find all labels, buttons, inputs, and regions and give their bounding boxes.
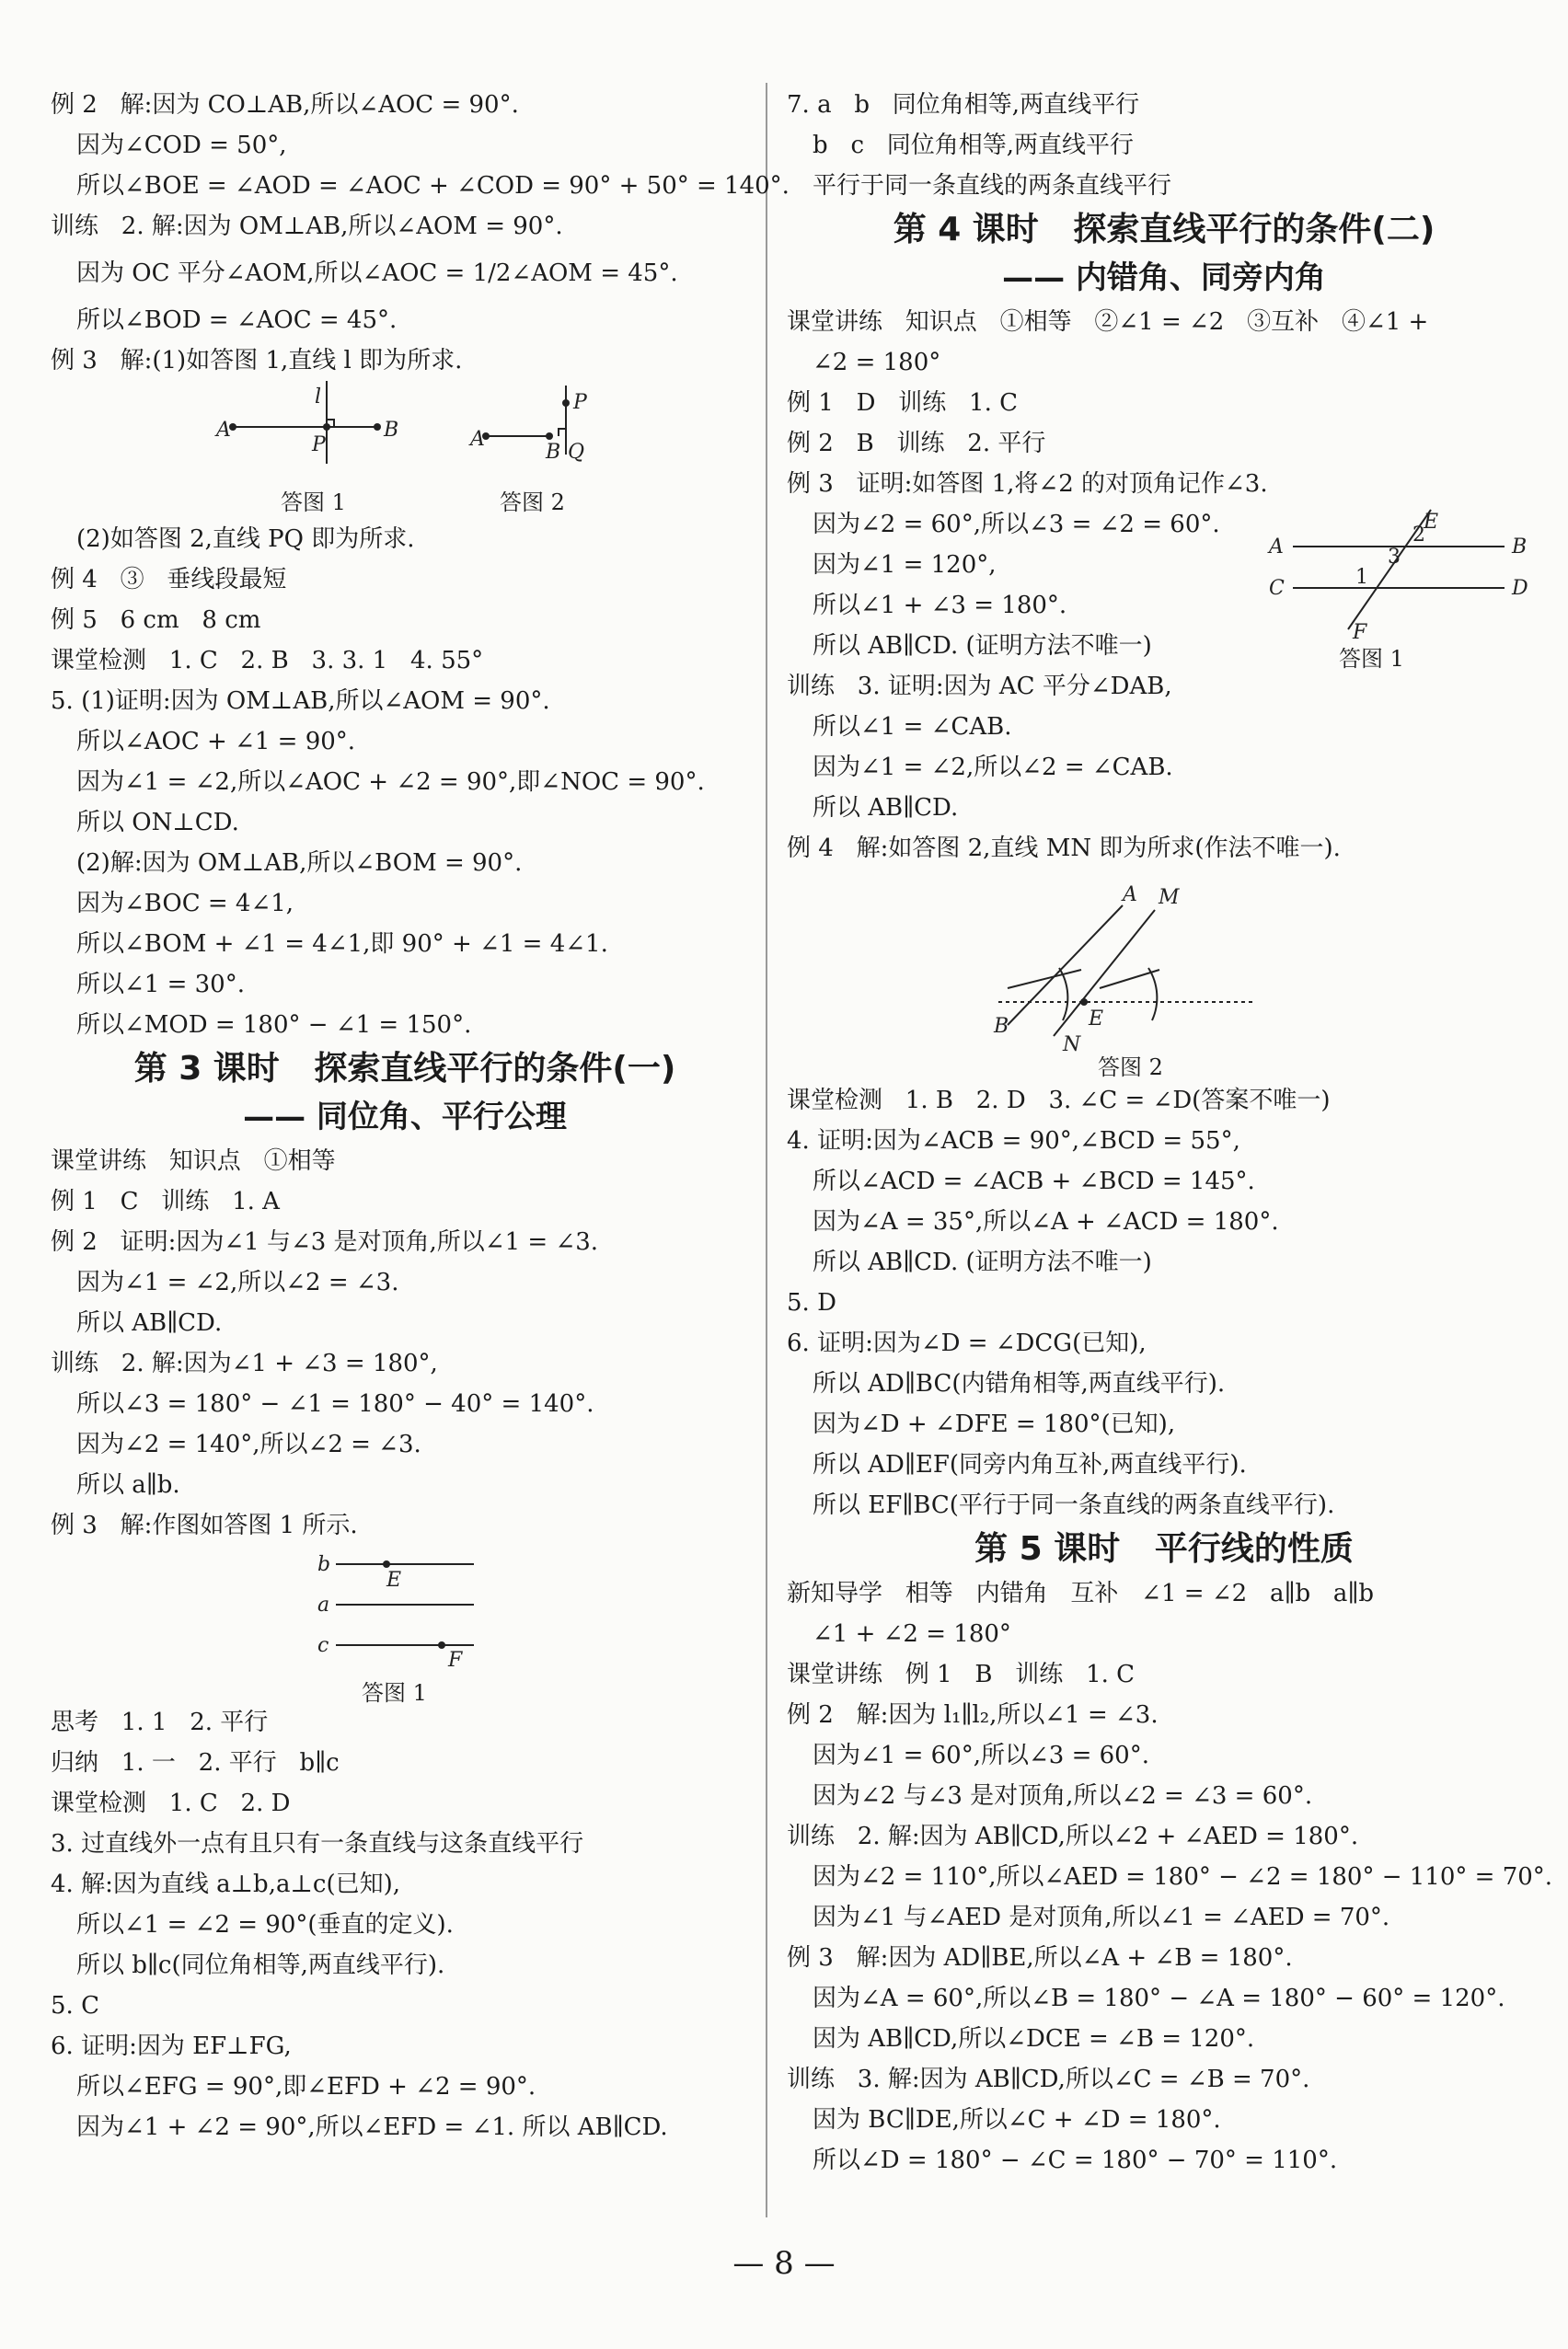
text-line: 归纳 1. 一 2. 平行 b∥c xyxy=(51,1749,340,1777)
text-line: 因为∠2 与∠3 是对顶角,所以∠2 = ∠3 = 60°. xyxy=(813,1782,1313,1810)
text-line: 所以 b∥c(同位角相等,两直线平行). xyxy=(76,1952,445,1979)
text-line: 训练 2. 解:因为∠1 + ∠3 = 180°, xyxy=(51,1350,438,1377)
text-line: 训练 3. 证明:因为 AC 平分∠DAB, xyxy=(787,673,1172,700)
text-line: 3. 过直线外一点有且只有一条直线与这条直线平行 xyxy=(51,1830,584,1858)
label-N: N xyxy=(1063,1033,1081,1056)
text-line: 所以 AB∥CD. xyxy=(813,794,959,822)
text-line: 因为∠1 与∠AED 是对顶角,所以∠1 = ∠AED = 70°. xyxy=(813,1904,1390,1931)
text-line: 所以∠1 = ∠CAB. xyxy=(813,713,1012,741)
text-line: 课堂讲练 例 1 B 训练 1. C xyxy=(787,1661,1136,1688)
text-line: 课堂讲练 知识点 ①相等 xyxy=(51,1147,336,1175)
perpendicular-diagram xyxy=(51,381,759,519)
page-number: — 8 — xyxy=(732,2245,836,2282)
text-line: 因为∠1 + ∠2 = 90°,所以∠EFD = ∠1. 所以 AB∥CD. xyxy=(76,2113,668,2141)
text-line: 所以∠BOM + ∠1 = 4∠1,即 90° + ∠1 = 4∠1. xyxy=(76,930,608,958)
label-B: B xyxy=(994,1015,1009,1038)
text-line: 训练 3. 解:因为 AB∥CD,所以∠C = ∠B = 70°. xyxy=(787,2066,1310,2093)
text-line: 因为∠1 = 120°, xyxy=(813,551,997,579)
figure-transversal xyxy=(1265,501,1541,675)
text-line: 训练 2. 解:因为 OM⊥AB,所以∠AOM = 90°. xyxy=(51,213,563,240)
label-F: F xyxy=(1353,621,1367,644)
text-line: 6. 证明:因为∠D = ∠DCG(已知), xyxy=(787,1330,1147,1357)
text-line: 例 2 证明:因为∠1 与∠3 是对顶角,所以∠1 = ∠3. xyxy=(51,1228,599,1256)
figure-caption: 答图 1 xyxy=(362,1680,427,1706)
text-line: 课堂检测 1. C 2. D xyxy=(51,1790,291,1817)
column-divider xyxy=(766,83,767,2217)
left-column xyxy=(51,85,790,2147)
text-line: 所以 ON⊥CD. xyxy=(76,809,239,836)
text-line: 7. a b 同位角相等,两直线平行 xyxy=(787,91,1140,119)
label-3: 3 xyxy=(1388,546,1401,569)
text-line: 因为∠1 = ∠2,所以∠AOC + ∠2 = 90°,即∠NOC = 90°. xyxy=(76,768,705,796)
text-line: 例 4 ③ 垂线段最短 xyxy=(51,566,287,593)
text-line: 所以 AD∥EF(同旁内角互补,两直线平行). xyxy=(813,1451,1247,1479)
text-line: 所以 a∥b. xyxy=(76,1471,180,1499)
text-line: 所以 EF∥BC(平行于同一条直线的两条直线平行). xyxy=(813,1491,1335,1519)
label-c: c xyxy=(317,1634,329,1657)
text-line: 所以∠BOD = ∠AOC = 45°. xyxy=(76,306,398,334)
text-line: 因为∠A = 60°,所以∠B = 180° − ∠A = 180° − 60° = 120°. xyxy=(813,1985,1505,2012)
text-line: 所以∠D = 180° − ∠C = 180° − 70° = 110°. xyxy=(813,2147,1338,2174)
text-line: 所以∠ACD = ∠ACB + ∠BCD = 145°. xyxy=(813,1168,1255,1195)
text-line: 新知导学 相等 内错角 互补 ∠1 = ∠2 a∥b a∥b xyxy=(787,1580,1375,1607)
text-line: 训练 2. 解:因为 AB∥CD,所以∠2 + ∠AED = 180°. xyxy=(787,1823,1359,1850)
label-Q: Q xyxy=(568,441,585,464)
text-line: b c 同位角相等,两直线平行 xyxy=(813,132,1135,159)
text-line: 例 2 解:因为 CO⊥AB,所以∠AOC = 90°. xyxy=(51,91,519,119)
text-line: 因为∠A = 35°,所以∠A + ∠ACD = 180°. xyxy=(813,1208,1279,1236)
text-line: 课堂讲练 知识点 ①相等 ②∠1 = ∠2 ③互补 ④∠1 + xyxy=(787,308,1429,336)
label-D: D xyxy=(1512,577,1528,600)
figure-caption: 答图 2 xyxy=(500,489,565,515)
text-line: 6. 证明:因为 EF⊥FG, xyxy=(51,2032,292,2060)
label-F: F xyxy=(448,1649,463,1672)
text-line: 所以∠1 = 30°. xyxy=(76,971,245,998)
text-line: 因为∠1 = ∠2,所以∠2 = ∠3. xyxy=(76,1269,399,1296)
text-line: 例 2 B 训练 2. 平行 xyxy=(787,430,1046,457)
text-line: 因为 AB∥CD,所以∠DCE = ∠B = 120°. xyxy=(813,2025,1255,2053)
text-line: ∠2 = 180° xyxy=(813,349,941,376)
text-line: 4. 解:因为直线 a⊥b,a⊥c(已知), xyxy=(51,1871,401,1898)
text-line: 所以 AB∥CD. (证明方法不唯一) xyxy=(813,632,1152,660)
text-line: 所以 AB∥CD. (证明方法不唯一) xyxy=(813,1249,1152,1276)
label-A: A xyxy=(1123,883,1137,906)
label-a: a xyxy=(317,1594,330,1617)
text-line: 所以∠3 = 180° − ∠1 = 180° − 40° = 140°. xyxy=(76,1390,594,1418)
label-B: B xyxy=(384,419,399,442)
text-line: 例 3 解:(1)如答图 1,直线 l 即为所求. xyxy=(51,347,463,374)
section-heading: 第 4 课时 探索直线平行的条件(二) xyxy=(893,211,1435,248)
text-line: 因为∠2 = 110°,所以∠AED = 180° − ∠2 = 180° − 110° = 70°. xyxy=(813,1863,1553,1891)
text-line: 所以 AB∥CD. xyxy=(76,1309,223,1337)
text-line: 所以 AD∥BC(内错角相等,两直线平行). xyxy=(813,1370,1226,1398)
text-line: 所以∠1 + ∠3 = 180°. xyxy=(813,592,1067,619)
figure-perpendicular xyxy=(51,381,759,519)
text-line: 课堂检测 1. B 2. D 3. ∠C = ∠D(答案不唯一) xyxy=(787,1087,1331,1114)
text-line: 因为∠2 = 60°,所以∠3 = ∠2 = 60°. xyxy=(813,511,1220,538)
label-B: B xyxy=(1512,535,1528,558)
figure-parallel-lines xyxy=(51,1546,759,1706)
text-line: 例 2 解:因为 l₁∥l₂,所以∠1 = ∠3. xyxy=(787,1701,1159,1729)
section-subheading: —— 同位角、平行公理 xyxy=(243,1099,567,1135)
text-line: 例 1 C 训练 1. A xyxy=(51,1188,280,1215)
text-line: ∠1 + ∠2 = 180° xyxy=(813,1620,1011,1648)
text-line: 例 1 D 训练 1. C xyxy=(787,389,1018,417)
text-line: 因为∠1 = ∠2,所以∠2 = ∠CAB. xyxy=(813,754,1173,781)
section-heading: 第 3 课时 探索直线平行的条件(一) xyxy=(133,1050,676,1088)
text-line: 所以∠BOE = ∠AOD = ∠AOC + ∠COD = 90° + 50° = 140°. xyxy=(76,172,790,200)
label-2: 2 xyxy=(1412,524,1425,547)
text-line: 思考 1. 1 2. 平行 xyxy=(51,1709,269,1736)
label-1: 1 xyxy=(1355,566,1368,589)
text-line: 因为∠2 = 140°,所以∠2 = ∠3. xyxy=(76,1431,421,1458)
text-line: 因为∠COD = 50°, xyxy=(76,132,287,159)
text-line: 因为∠1 = 60°,所以∠3 = 60°. xyxy=(813,1742,1149,1769)
text-line: 例 3 证明:如答图 1,将∠2 的对顶角记作∠3. xyxy=(787,470,1268,498)
label-l: l xyxy=(315,386,322,409)
text-line: 5. C xyxy=(51,1992,99,2020)
text-line: 因为 OC 平分∠AOM,所以∠AOC = 1/2∠AOM = 45°. xyxy=(76,259,678,287)
label-E: E xyxy=(1424,511,1439,534)
text-line: (2)如答图 2,直线 PQ 即为所求. xyxy=(76,525,415,553)
section-heading: 第 5 课时 平行线的性质 xyxy=(974,1530,1354,1568)
label-b: b xyxy=(317,1553,331,1576)
text-line: 课堂检测 1. C 2. B 3. 3. 1 4. 55° xyxy=(51,647,484,674)
label-A: A xyxy=(216,419,231,442)
label-E: E xyxy=(1089,1008,1104,1031)
right-column xyxy=(787,85,1553,2181)
label-A2: A xyxy=(470,428,485,451)
text-line: (2)解:因为 OM⊥AB,所以∠BOM = 90°. xyxy=(76,849,523,877)
text-line: 4. 证明:因为∠ACB = 90°,∠BCD = 55°, xyxy=(787,1127,1240,1155)
label-C: C xyxy=(1269,577,1285,600)
figure-caption: 答图 1 xyxy=(1339,646,1404,672)
section-subheading: —— 内错角、同旁内角 xyxy=(1002,259,1326,296)
text-line: 5. D xyxy=(787,1289,836,1317)
text-line: 因为∠D + ∠DFE = 180°(已知), xyxy=(813,1411,1176,1438)
label-E: E xyxy=(386,1569,402,1592)
text-line: 所以∠1 = ∠2 = 90°(垂直的定义). xyxy=(76,1911,454,1939)
text-line: 因为∠BOC = 4∠1, xyxy=(76,890,294,917)
text-line: 例 5 6 cm 8 cm xyxy=(51,606,261,634)
construction-diagram xyxy=(787,869,1541,1080)
label-B2: B xyxy=(546,441,561,464)
label-M: M xyxy=(1159,886,1180,909)
label-A: A xyxy=(1269,535,1284,558)
figure-caption: 答图 2 xyxy=(1098,1054,1163,1080)
text-line: 平行于同一条直线的两条直线平行 xyxy=(813,172,1172,200)
text-line: 所以∠AOC + ∠1 = 90°. xyxy=(76,728,356,755)
figure-caption: 答图 1 xyxy=(281,489,346,515)
label-P2: P xyxy=(573,391,587,414)
text-line: 例 3 解:因为 AD∥BE,所以∠A + ∠B = 180°. xyxy=(787,1944,1293,1972)
text-line: 例 4 解:如答图 2,直线 MN 即为所求(作法不唯一). xyxy=(787,835,1341,862)
text-line: 例 3 解:作图如答图 1 所示. xyxy=(51,1512,358,1539)
text-line: 所以∠EFG = 90°,即∠EFD + ∠2 = 90°. xyxy=(76,2073,536,2101)
label-P: P xyxy=(312,433,326,456)
text-line: 因为 BC∥DE,所以∠C + ∠D = 180°. xyxy=(813,2106,1221,2134)
figure-construction xyxy=(787,869,1541,1080)
text-line: 5. (1)证明:因为 OM⊥AB,所以∠AOM = 90°. xyxy=(51,687,550,715)
text-line: 所以∠MOD = 180° − ∠1 = 150°. xyxy=(76,1011,472,1039)
